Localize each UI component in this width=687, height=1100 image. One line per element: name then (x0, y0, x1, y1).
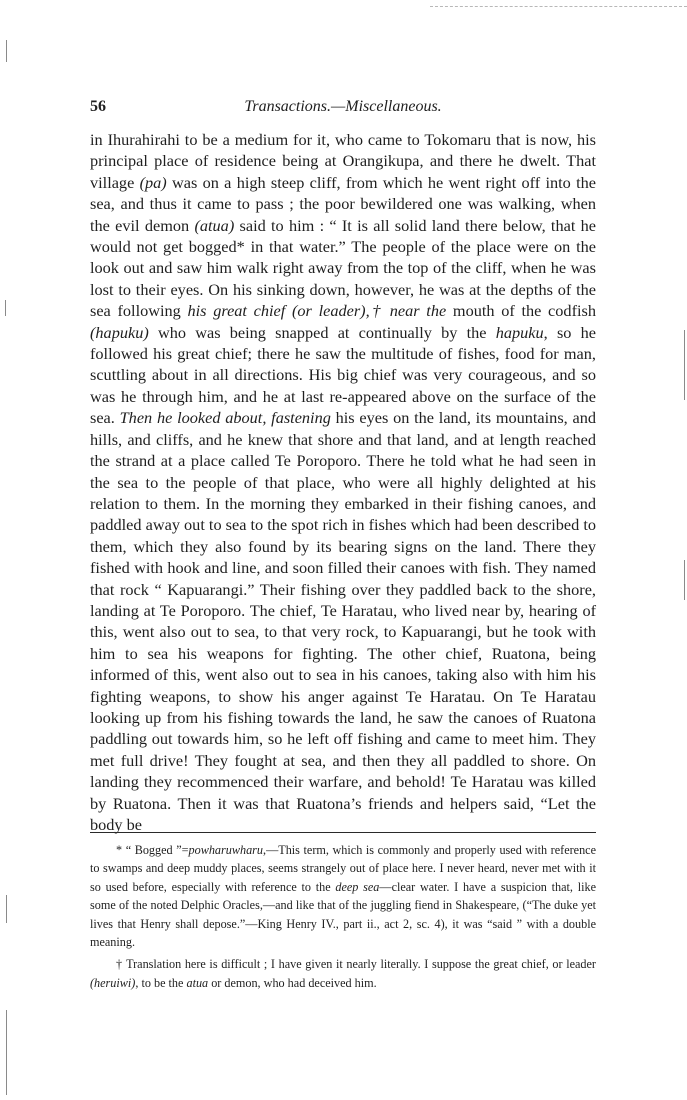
body-italic-run: (pa) (139, 172, 167, 192)
footnote-divider (90, 832, 596, 833)
left-edge-mark (6, 40, 7, 62)
footnote-text-run: † Translation here is difficult ; I have given it nearly literally. I suppose the great chief, or leader (116, 957, 596, 972)
footnote-italic-run: powharuwharu (188, 843, 264, 857)
footnote (90, 841, 596, 951)
footnote-text-run: or demon, who had deceived him. (208, 975, 377, 990)
top-edge-dash (430, 6, 687, 7)
page-header (90, 98, 596, 120)
body-text-run: who was being snapped at continually by the (148, 322, 496, 342)
footnote-text-run: , to be the (135, 975, 187, 990)
body-italic-run: Then he looked about, fastening (119, 408, 331, 428)
footnote-italic-run: deep sea (335, 879, 380, 894)
running-title: Transactions.—Miscellaneous. (244, 98, 442, 115)
left-edge-mark (6, 895, 7, 923)
page-number: 56 (90, 98, 106, 115)
body-italic-run: (atua) (194, 215, 235, 235)
left-edge-mark (5, 300, 6, 316)
footnote-text-run: ,—This term, which is commonly and properly used with reference to swamps and deep muddy places, seems strangely out of place here. I never heard, never met with it so used before, especially with reference to the (90, 843, 596, 894)
footnote-italic-run: atua (186, 975, 209, 990)
body-text-run: mouth of the codfish (446, 301, 596, 321)
body-paragraph (90, 129, 596, 835)
right-edge-mark (684, 560, 685, 600)
body-italic-run: (hapuku) (90, 322, 149, 342)
body-italic-run: his great chief (or leader),† near the (187, 301, 447, 321)
body-text-run: his eyes on the land, its mountains, and hills, and cliffs, and he knew that shore and that land, and at length reached the strand at a place called Te Poroporo. There he told what he had seen in the sea to the people of that place, who were all highly delighted at his relation to them. In the morning they embarked in their fishing canoes, and paddled away out to sea to the spot rich in fishes which had been described to them, which they also found by its bearing signs on the land. There they fished with hook and line, and soon filled their canoes with fish. They named that rock “ Kapuarangi.” Their fishing over they paddled back to the shore, landing at Te Poroporo. The chief, Te Haratau, who lived near by, hearing of this, went also out to sea, to that very rock, to Kapuarangi, but he took with him to sea his weapons for fighting. The other chief, Ruatona, being informed of this, went also out to sea in his canoes, taking also with him his fighting weapons, to show his anger against Te Haratau. On Te Haratau looking up from his fishing towards the land, he saw the canoes of Ruatona paddling out towards him, so he left off fishing and came to meet him. They met full drive! They fought at sea, and then they all paddled to shore. On landing they recommenced their warfare, and behold! Te Haratau was killed by Ruatona. Then it was that Ruatona’s friends and helpers said, “Let the body be (90, 408, 596, 834)
body-text-run: , so he followed his great chief; there he saw the multitude of fishes, food for man, scuttling about in all directions. His big chief was very courageous, and so was he through him, and he at last re-appeared above on the surface of the sea. (90, 322, 597, 428)
footnotes (90, 841, 596, 996)
right-edge-mark (684, 330, 685, 400)
body-text-run: said to him : “ It is all solid land there below, that he would not get bogged* in that water.” The people of the place were on the look out and saw him walk right away from the top of the cliff, when he was lost to their eyes. On his sinking down, however, he was at the depths of the sea following (90, 215, 596, 321)
body-text-run: in Ihurahirahi to be a medium for it, who came to Tokomaru that is now, his principal place of residence being at Orangikupa, and there he dwelt. That village (90, 130, 596, 192)
footnote-italic-run: (heruiwi) (90, 975, 136, 990)
footnote (90, 955, 596, 992)
left-edge-mark (6, 1010, 7, 1095)
footnote-text-run: * “ Bogged ”= (116, 843, 189, 857)
body-text-run: was on a high steep cliff, from which he went right off into the sea, and thus it came to pass ; the poor bewildered one was walking, when the evil demon (90, 172, 596, 235)
body-italic-run: hapuku (495, 322, 544, 342)
footnote-text-run: —clear water. I have a suspicion that, like some of the noted Delphic Oracles,—and like that of the juggling fiend in Shakespeare, (“The duke yet lives that Henry shall depose.”—King Henry IV., part ii., act 2, sc. 4), it was “said ” with a double meaning. (90, 879, 596, 950)
